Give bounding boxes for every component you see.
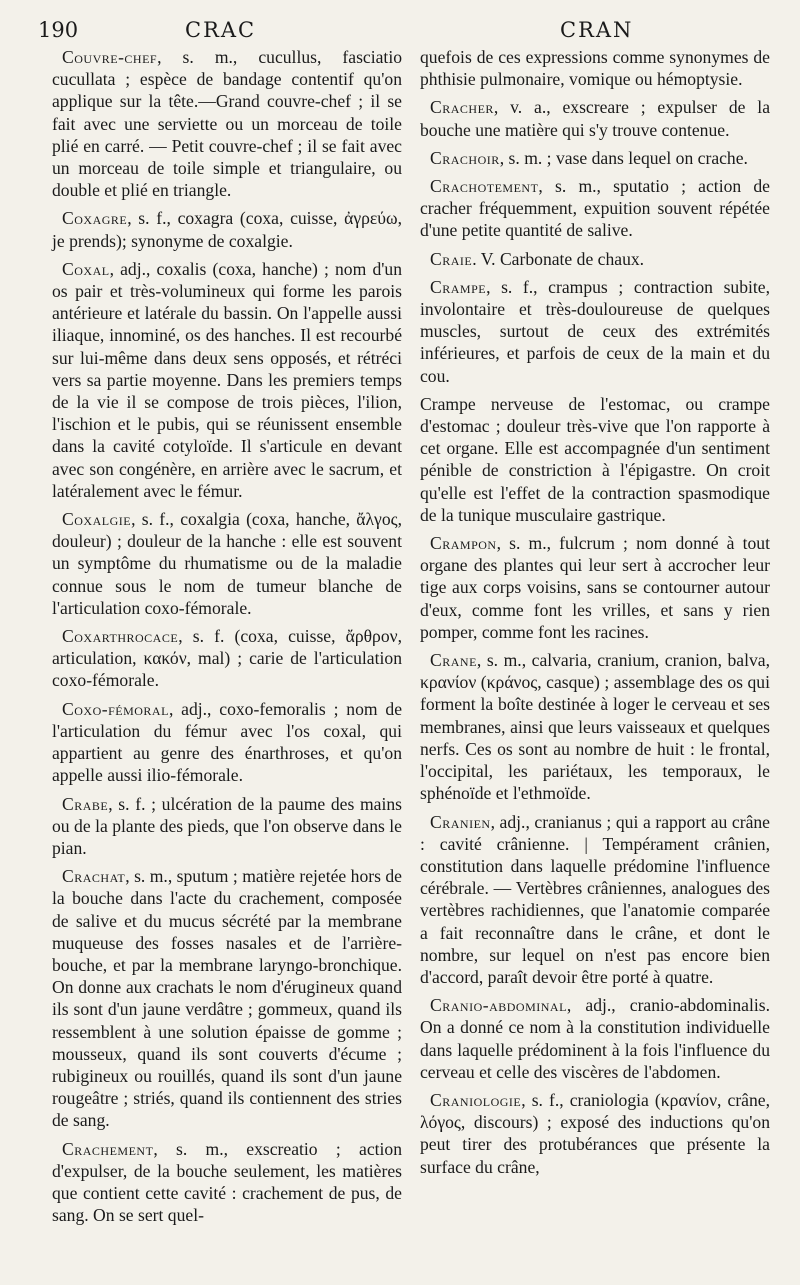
entry-text: , s. f., coxagra (coxa, cuisse, ἀγρεύω, je prends); synonyme de coxalgie. — [52, 208, 402, 251]
entry-text: , s. m., calvaria, cranium, cranion, balva, κρανίον (κράνος, casque) ; assemblage des os qui forment la boîte destinée à loger le cerveau et ses membranes, ainsi que leurs vaisseaux et quelques nerfs. Ces os sont au nombre de huit : le frontal, l'occipital, les pariétaux, les temporaux, le sphénoïde et l'ethmoïde. — [420, 650, 770, 804]
entry-text: . V. Carbonate de chaux. — [472, 248, 645, 269]
dictionary-entry — [52, 508, 402, 619]
entry-headword: Craniologie — [430, 1089, 522, 1110]
entry-text: , s. m., sputatio ; action de cracher fréquemment, expuition souvent répétée d'une petite quantité de salive. — [420, 176, 770, 241]
dictionary-entry — [52, 46, 402, 201]
entry-text: , s. m., sputum ; matière rejetée hors de la bouche dans l'acte du crachement, composée de salive et du mucus sécrété par la membrane muqueuse des fosses nasales et de l'arrière-bouche, et par la membrane laryngo-bronchique. On donne aux crachats le nom d'érugineux quand ils sont d'un jaune verdâtre ; gommeux, quand ils ressemblent à une solution épaisse de gomme ; mousseux, quand ils sont couverts d'écume ; rubigineux ou rouillés, quand ils sont d'un jaune rougeâtre ; striés, quand ils contiennent des stries de sang. — [52, 866, 402, 1131]
dictionary-entry — [420, 811, 770, 989]
dictionary-entry — [420, 532, 770, 643]
entry-text: , s. f. (coxa, cuisse, ἄρθρον, articulation, κακόν, mal) ; carie de l'articulation coxo-fémorale. — [52, 626, 402, 691]
dictionary-entry — [52, 793, 402, 860]
entry-headword: Coxo-fémoral — [62, 698, 169, 719]
left-column — [52, 46, 402, 1232]
entry-headword: Crachement — [62, 1138, 154, 1159]
entry-headword: Coxal — [62, 258, 110, 279]
dictionary-entry — [420, 46, 770, 90]
dictionary-entry — [52, 865, 402, 1131]
dictionary-entry — [52, 698, 402, 787]
entry-text: , v. a., exscreare ; expulser de la bouche une matière qui s'y trouve contenue. — [420, 97, 770, 140]
entry-text: , adj., cranianus ; qui a rapport au crâne : cavité crânienne. | Tempérament crânien, constitution dans laquelle prédomine l'influence cérébrale. — Vertèbres crâniennes, analogues des vertèbres rachidiennes, que l'anatomie comparée a fait reconnaître dans le crâne, et dont le nombre, sur lequel on n'est pas encore bien d'accord, paraît devoir être porté à quatre. — [420, 811, 770, 987]
entry-headword: Cranio-abdominal — [430, 995, 567, 1016]
dictionary-entry — [420, 994, 770, 1083]
right-column — [420, 46, 770, 1184]
dictionary-entry — [52, 1138, 402, 1227]
dictionary-entry — [52, 625, 402, 692]
entry-headword: Cracher — [430, 97, 494, 118]
running-head-right: CRAN — [560, 18, 634, 42]
entry-text: , s. m., exscreatio ; action d'expulser, de la bouche seulement, les matières que contient cette cavité : crachement de pus, de sang. On se sert quel- — [52, 1138, 402, 1226]
dictionary-entry — [420, 393, 770, 526]
entry-headword: Coxagre — [62, 208, 128, 229]
entry-text: , adj., coxalis (coxa, hanche) ; nom d'un os pair et très-volumineux qui forme les parois antérieure et latérale du bassin. On l'appelle aussi iliaque, innominé, os des hanches. Il est recourbé sur lui-même dans deux sens opposés, et rétréci vers sa partie moyenne. Dans les premiers temps de la vie il se compose de trois pièces, l'ilion, l'ischion et le pubis, qui se réunissent ensemble dans la cavité cotyloïde. Il s'articule en devant avec son congénère, en arrière avec le sacrum, et latéralement avec le fémur. — [52, 258, 402, 501]
entry-headword: Crachat — [62, 866, 126, 887]
dictionary-entry — [420, 147, 770, 169]
running-head-left: CRAC — [185, 18, 257, 42]
entry-headword: Cranien — [430, 811, 491, 832]
entry-headword: Crane — [430, 650, 477, 671]
entry-headword: Crachoir — [430, 147, 500, 168]
entry-text: , s. f., crampus ; contraction subite, involontaire et très-douloureuse de quelques muscles, surtout de ceux des extrémités inférieures, et parfois de ceux de la main et du cou. — [420, 276, 770, 386]
entry-text: , s. m., fulcrum ; nom donné à tout organe des plantes qui leur sert à accrocher leur tige aux corps voisins, sans se contourner autour d'eux, comme font les vrilles, et sans y rien pomper, comme font les racines. — [420, 533, 770, 642]
entry-text: quefois de ces expressions comme synonymes de phthisie pulmonaire, vomique ou hémoptysie. — [420, 47, 770, 90]
entry-text: , s. f., craniologia (κρανίον, crâne, λόγος, discours) ; exposé des inductions qu'on peut tirer des protubérances que présente la surface du crâne, — [420, 1089, 770, 1177]
entry-text: , adj., coxo-femoralis ; nom de l'articulation du fémur avec l'os coxal, qui appartient au genre des énarthroses, et qu'on appelle aussi ilio-fémorale. — [52, 698, 402, 786]
dictionary-entry — [52, 207, 402, 251]
dictionary-entry — [420, 649, 770, 804]
entry-text: , s. m. ; vase dans lequel on crache. — [499, 147, 748, 168]
entry-text: , s. f. ; ulcération de la paume des mains ou de la plante des pieds, que l'on observe dans le pian. — [52, 793, 402, 858]
page-number: 190 — [38, 18, 79, 42]
entry-headword: Crachotement — [430, 176, 539, 197]
entry-text: , s. f., coxalgia (coxa, hanche, ἄλγος, douleur) ; douleur de la hanche : elle est souvent un symptôme du rhumatisme ou de la maladie connue sous le nom de tumeur blanche de l'articulation coxo-fémorale. — [52, 509, 402, 618]
entry-headword: Crabe — [62, 793, 109, 814]
dictionary-entry — [420, 1089, 770, 1178]
entry-text: Crampe nerveuse de l'estomac, ou crampe d'estomac ; douleur très-vive que l'on rapporte à cet organe. Elle est accompagnée d'un sentiment pénible de constriction à l'épigastre. On croit qu'elle est l'effet de la contraction spasmodique de la tunique musculaire gastrique. — [420, 393, 770, 525]
dictionary-entry — [420, 276, 770, 387]
dictionary-entry — [420, 175, 770, 242]
entry-text: , s. m., cucullus, fasciatio cucullata ; espèce de bandage contentif qu'on applique sur la tête.—Grand couvre-chef ; il se fait avec une serviette ou un morceau de toile plié en carré. — Petit couvre-chef ; il se fait avec un morceau de toile simple et triangulaire, ou double et plié en triangle. — [52, 47, 402, 201]
dictionary-entry — [52, 258, 402, 502]
entry-headword: Crampe — [430, 276, 487, 297]
entry-headword: Coxalgie — [62, 509, 132, 530]
dictionary-entry — [420, 248, 770, 270]
dictionary-entry — [420, 96, 770, 140]
entry-headword: Couvre-chef — [62, 47, 158, 67]
running-header — [0, 18, 800, 48]
entry-text: , adj., cranio-abdominalis. On a donné ce nom à la constitution individuelle dans laquelle prédominent à la fois l'influence du cerveau et celle des viscères de l'abdomen. — [420, 995, 770, 1082]
entry-headword: Coxarthrocace — [62, 626, 179, 647]
entry-headword: Craie — [430, 248, 473, 269]
entry-headword: Crampon — [430, 533, 497, 554]
